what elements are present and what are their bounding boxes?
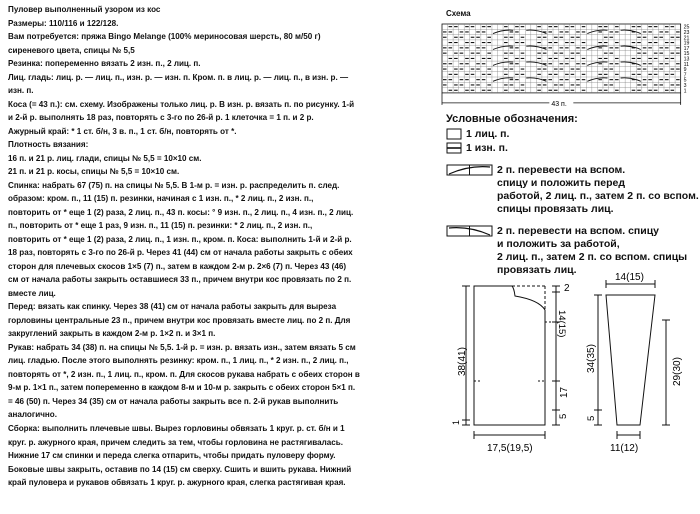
text-line: Лиц. гладь: лиц. р. — лиц. п., изн. р. — изн. п. Кром. п. в лиц. р. — лиц. п., в изн. р. — [8,72,349,82]
legend-item-text: спицу и положить перед [497,177,626,189]
text-line: вместе лиц. [8,288,56,298]
text-line: Плотность вязания: [8,140,89,150]
text-line: повторить от * еще 1 (2) раза, 2 лиц. п., 43 п. косы: ° 9 изн. п., 2 лиц. п., 4 изн. п., 2 лиц. [8,207,354,217]
legend-item-text: 2 лиц. п., затем 2 п. со вспом. спицы [497,251,688,263]
legend-item [446,142,696,155]
text-line: Боковые швы закрыть, оставив по 14 (15) см сверху. Сшить и вшить рукава. Нижний [8,464,352,474]
purl-symbol-icon [446,142,462,154]
chart-title: Схема [446,9,471,18]
text-line: Спинка: набрать 67 (75) п. на спицы № 5,5. В 1-м р. = изн. р. распределить п. след. [8,180,340,190]
legend-item-text: 2 п. перевести на вспом. [497,164,626,176]
body-label-14-15: 14(15) [556,310,567,338]
chart-row-number: 11 [683,61,690,68]
cable-back-symbol-icon [446,225,493,237]
pattern-text [8,3,426,490]
body-width-label: 17,5(19,5) [487,443,533,454]
text-line: 9-м р. 1×1 п., затем попеременно в каждом 8-м и 10-м р. закрыть с обеих сторон 5×1 п. [8,383,356,393]
text-line: край пуловера и рукавов обвязать 1 круг. р. ажурного края, слегка растягивая края. [8,478,346,488]
chart-row-number: 7 [683,72,687,79]
legend-item [446,128,696,141]
legend-item-text: 1 лиц. п. [466,128,510,140]
chart-row-number: 9 [683,67,687,74]
cable-chart [436,16,696,116]
chart-row-number: 5 [683,77,687,84]
legend-item [446,164,699,216]
body-label-top-2: 2 [564,283,570,294]
text-line: Ажурный край: * 1 ст. б/н, 3 в. п., 1 ст. б/н, повторять от *. [8,126,237,136]
sleeve-left-length-label: 34(35) [586,344,597,373]
sleeve-right-length-label: 29(30) [672,357,683,386]
body-schematic [462,286,560,439]
chart-row-number: 25 [683,24,690,31]
text-line: закруглений закрыть в каждом 2-м р. 1×2 п. и 3×1 п. [8,329,216,339]
chart-row-number: 19 [683,40,690,47]
cable-front-symbol-icon [446,164,493,176]
legend-item-text: и положить за работой, [497,238,620,250]
text-line: Сборка: выполнить плечевые швы. Вырез горловины обвязать 1 круг. р. ст. б/н и 1 [8,423,345,433]
text-line: Размеры: 110/116 и 122/128. [8,18,119,28]
text-line: сторон для плечевых скосов 1×5 (7) п., затем в каждом 2-м р. 2×6 (7) п. Через 43 (46) [8,261,347,271]
legend-title: Условные обозначения: [446,113,578,125]
text-line: повторять от *, 2 изн. п., 1 лиц. п., кром. п. Для скосов рукава набрать с обеих сторон в [8,369,360,379]
chart-stitch-count: 43 п. [551,100,567,108]
chart-row-number: 21 [683,35,690,42]
legend-item-text: 2 п. перевести на вспом. спицу [497,225,660,237]
sleeve-schematic [594,280,670,439]
legend [446,113,699,278]
legend-item-text: 1 изн. п. [466,142,508,154]
text-line: Рукав: набрать 34 (38) п. на спицы № 5,5. 1-й р. = изн. р. вязать изн., затем вязать 5 см [8,342,356,352]
body-label-17: 17 [559,386,570,398]
text-line: образом: кром. п., 11 (15) п. резинки, начиная с 1 изн. п., * 2 лиц. п., 2 изн. п., [8,194,314,204]
sleeve-top-width-label: 14(15) [615,272,644,283]
body-label-5: 5 [558,413,569,419]
sleeve-cuff-label: 5 [586,415,597,421]
pattern-title: Пуловер выполненный узором из кос [8,5,161,14]
chart-row-number: 15 [683,51,690,58]
text-line: 18 раз, повторять с 3-го по 26-й р. Через 41 (44) см от начала работы закрыть с обеих [8,248,353,258]
chart-row-number: 23 [683,30,690,36]
text-line: 21 п. и 21 р. косы, спицы № 5,5 = 10×10 см. [8,167,180,177]
text-line: аналогично. [8,410,57,420]
knit-symbol-icon [446,128,462,140]
legend-item-text: провязать лиц. [497,264,577,276]
text-line: повторить от * еще 1 (2) раза, 2 лиц. п., 1 изн. п., кром. п. Коса: выполнить 1-й и 2-й р. [8,234,352,244]
text-line: лиц. гладью. После этого выполнять резинку: кром. п., 1 лиц. п., * 2 изн. п., 2 лиц. п., [8,356,349,366]
text-line: сиреневого цвета, спицы № 5,5 [8,45,135,55]
text-line: Вам потребуется: пряжа Bingo Melange (100% мериносовая шерсть, 80 м/50 г) [8,32,321,42]
text-line: п., повторить от * еще 1 раз, 9 изн. п., 11 (15) п. резинки: * 2 лиц. п., 2 изн. п., [8,221,313,231]
sleeve-bottom-width-label: 11(12) [610,443,639,454]
text-line: Коса (= 43 п.): см. схему. Изображены только лиц. р. В изн. р. вязать п. по рисунку. 1-й [8,99,355,109]
chart-row-number: 17 [683,45,690,52]
legend-item-text: спицы провязать лиц. [497,203,614,215]
legend-item-text: работой, 2 лиц. п., затем 2 п. со вспом. [497,190,699,202]
text-line: Резинка: попеременно вязать 2 изн. п., 2 лиц. п. [8,59,201,69]
chart-row-number: 1 [683,88,687,95]
text-line: круг. р. ажурного края, причем следить за тем, чтобы горловина не растягивалась. [8,437,343,447]
text-line: Нижние 17 см спинки и переда слегка отпарить, чтобы придать пуловеру форму. [8,451,336,461]
text-line: = 46 (50) п. Через 34 (35) см от начала работы закрыть все п. 2-й рукав выполнить [8,396,339,406]
schematic-drawings [430,270,700,514]
chart-row-number: 13 [683,56,690,63]
chart-row-number: 3 [683,83,687,89]
body-label-1: 1 [451,419,461,425]
text-line: горловины центральные 23 п., причем внутри кос провязать вместе лиц. по 2 п. Для [8,315,351,325]
text-line: Перед: вязать как спинку. Через 38 (41) см от начала работы закрыть для выреза [8,302,337,312]
text-line: и 2-й р. выполнять 18 раз, повторять с 3-го по 26-й р. 1 клеточка = 1 п. и 2 р. [8,113,314,123]
chart-grid [442,24,681,93]
text-line: 16 п. и 21 р. лиц. глади, спицы № 5,5 = 10×10 см. [8,153,202,163]
text-line: см от начала работы закрыть оставшиеся 33 п., причем внутри кос провязать по 2 п. [8,275,352,285]
body-label-38-41: 38(41) [457,347,468,376]
text-line: изн. п. [8,86,34,96]
